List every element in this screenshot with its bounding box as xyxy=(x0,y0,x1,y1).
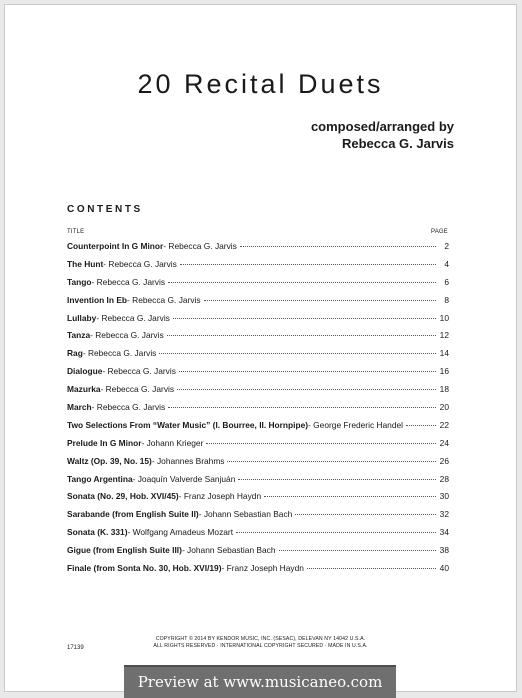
page-number: 14 xyxy=(439,348,449,359)
piece-title: Gigue (from English Suite III) xyxy=(67,545,182,556)
piece-composer: - Rebecca G. Jarvis xyxy=(82,348,157,359)
contents-heading: CONTENTS xyxy=(67,204,143,215)
list-item xyxy=(67,456,449,474)
copyright-line: COPYRIGHT © 2014 BY KENDOR MUSIC, INC. (SESAC), DELEVAN NY 14042 U.S.A. xyxy=(155,636,366,642)
composed-label: composed/arranged by xyxy=(310,119,454,134)
piece-composer: - Johann Krieger xyxy=(141,437,204,448)
contents-list xyxy=(67,241,449,581)
piece-composer: - Rebecca G. Jarvis xyxy=(100,384,175,395)
leader-dots xyxy=(406,425,436,426)
leader-dots xyxy=(177,389,436,390)
piece-composer: - Johann Sebastian Bach xyxy=(198,509,293,520)
list-item xyxy=(67,330,449,348)
list-item xyxy=(67,474,449,492)
piece-composer: - Rebecca G. Jarvis xyxy=(102,366,176,377)
piece-composer: - George Frederic Handel xyxy=(308,419,404,430)
leader-dots xyxy=(159,353,436,354)
leader-dots xyxy=(168,407,436,408)
leader-dots xyxy=(179,371,436,372)
piece-composer: - Rebecca G. Jarvis xyxy=(90,330,164,341)
list-item xyxy=(67,402,449,420)
column-page-header: PAGE xyxy=(430,229,448,235)
leader-dots xyxy=(227,461,436,462)
page-number: 20 xyxy=(439,402,449,413)
list-item xyxy=(67,509,449,527)
score-page xyxy=(4,4,517,692)
leader-dots xyxy=(204,300,436,301)
list-item xyxy=(67,259,449,277)
list-item xyxy=(67,491,449,509)
piece-composer: - Johann Sebastian Bach xyxy=(181,545,276,556)
leader-dots xyxy=(264,496,436,497)
page-number: 12 xyxy=(439,330,449,341)
piece-title: Waltz (Op. 39, No. 15) xyxy=(67,455,152,466)
leader-dots xyxy=(168,282,436,283)
piece-composer: - Joaquín Valverde Sanjuán xyxy=(132,473,236,484)
piece-composer: - Rebecca G. Jarvis xyxy=(163,241,237,251)
page-number: 10 xyxy=(439,312,449,323)
composer-name: Rebecca G. Jarvis xyxy=(341,136,454,151)
page-number: 4 xyxy=(444,258,449,269)
list-item xyxy=(67,277,449,295)
leader-dots xyxy=(206,443,436,444)
page-number: 38 xyxy=(439,545,449,556)
piece-composer: - Franz Joseph Haydn xyxy=(221,563,304,574)
piece-title: March xyxy=(67,402,92,413)
page-number: 8 xyxy=(444,294,449,305)
composer-credit xyxy=(311,118,454,152)
column-title-header: TITLE xyxy=(67,229,85,235)
list-item xyxy=(67,295,449,313)
list-item xyxy=(67,313,449,331)
leader-dots xyxy=(240,246,436,247)
list-item xyxy=(67,384,449,402)
piece-composer: - Rebecca G. Jarvis xyxy=(96,312,170,323)
page-number: 40 xyxy=(439,563,449,574)
page-number: 26 xyxy=(439,455,449,466)
piece-title: Prelude In G Minor xyxy=(67,437,142,448)
page-number: 18 xyxy=(439,384,449,395)
piece-composer: - Johannes Brahms xyxy=(151,455,225,466)
piece-title: Finale (from Sonta No. 30, Hob. XVI/19) xyxy=(67,563,222,574)
leader-dots xyxy=(180,264,436,265)
leader-dots xyxy=(173,318,436,319)
page-number: 24 xyxy=(439,437,449,448)
page-number: 6 xyxy=(444,276,449,287)
piece-title: Rag xyxy=(67,348,83,359)
page-number: 22 xyxy=(439,419,449,430)
leader-dots xyxy=(307,568,436,569)
piece-title: Sarabande (from English Suite II) xyxy=(67,509,199,520)
catalog-number: 17139 xyxy=(67,645,84,651)
page-title: 20 Recital Duets xyxy=(137,69,384,99)
page-number: 30 xyxy=(439,491,449,502)
piece-title: Two Selections From “Water Music” (I. Bourree, II. Hornpipe) xyxy=(67,419,309,430)
page-number: 34 xyxy=(439,527,449,538)
page-number: 2 xyxy=(444,241,449,251)
page-number: 16 xyxy=(439,366,449,377)
list-item xyxy=(67,420,449,438)
list-item xyxy=(67,348,449,366)
piece-composer: - Rebecca G. Jarvis xyxy=(91,402,166,413)
copyright-line: ALL RIGHTS RESERVED · INTERNATIONAL COPYRIGHT SECURED · MADE IN U.S.A. xyxy=(153,643,368,649)
leader-dots xyxy=(295,514,436,515)
leader-dots xyxy=(279,550,436,551)
list-item xyxy=(67,241,449,259)
list-item xyxy=(67,438,449,456)
piece-title: Counterpoint In G Minor xyxy=(67,241,164,251)
list-item xyxy=(67,527,449,545)
leader-dots xyxy=(236,532,436,533)
piece-composer: - Rebecca G. Jarvis xyxy=(103,258,177,269)
page-number: 32 xyxy=(439,509,449,520)
piece-composer: - Wolfgang Amadeus Mozart xyxy=(127,527,234,538)
piece-title: Tango Argentina xyxy=(67,473,133,484)
leader-dots xyxy=(167,335,436,336)
piece-title: Sonata (K. 331) xyxy=(67,527,128,538)
page-number: 28 xyxy=(439,473,449,484)
leader-dots xyxy=(238,479,436,480)
piece-title: Sonata (No. 29, Hob. XVI/45) xyxy=(67,491,179,502)
preview-banner[interactable]: Preview at www.musicaneo.com xyxy=(124,665,396,698)
piece-composer: - Rebecca G. Jarvis xyxy=(127,294,201,305)
list-item xyxy=(67,545,449,563)
piece-title: Invention In Eb xyxy=(67,294,128,305)
list-item xyxy=(67,563,449,581)
piece-title: Dialogue xyxy=(67,366,103,377)
piece-title: The Hunt xyxy=(67,258,104,269)
piece-title: Tanza xyxy=(67,330,91,341)
piece-title: Lullaby xyxy=(67,312,97,323)
piece-composer: - Rebecca G. Jarvis xyxy=(91,276,166,287)
list-item xyxy=(67,366,449,384)
piece-title: Tango xyxy=(67,276,92,287)
copyright-notice xyxy=(5,636,516,650)
piece-composer: - Franz Joseph Haydn xyxy=(178,491,262,502)
piece-title: Mazurka xyxy=(67,384,101,395)
